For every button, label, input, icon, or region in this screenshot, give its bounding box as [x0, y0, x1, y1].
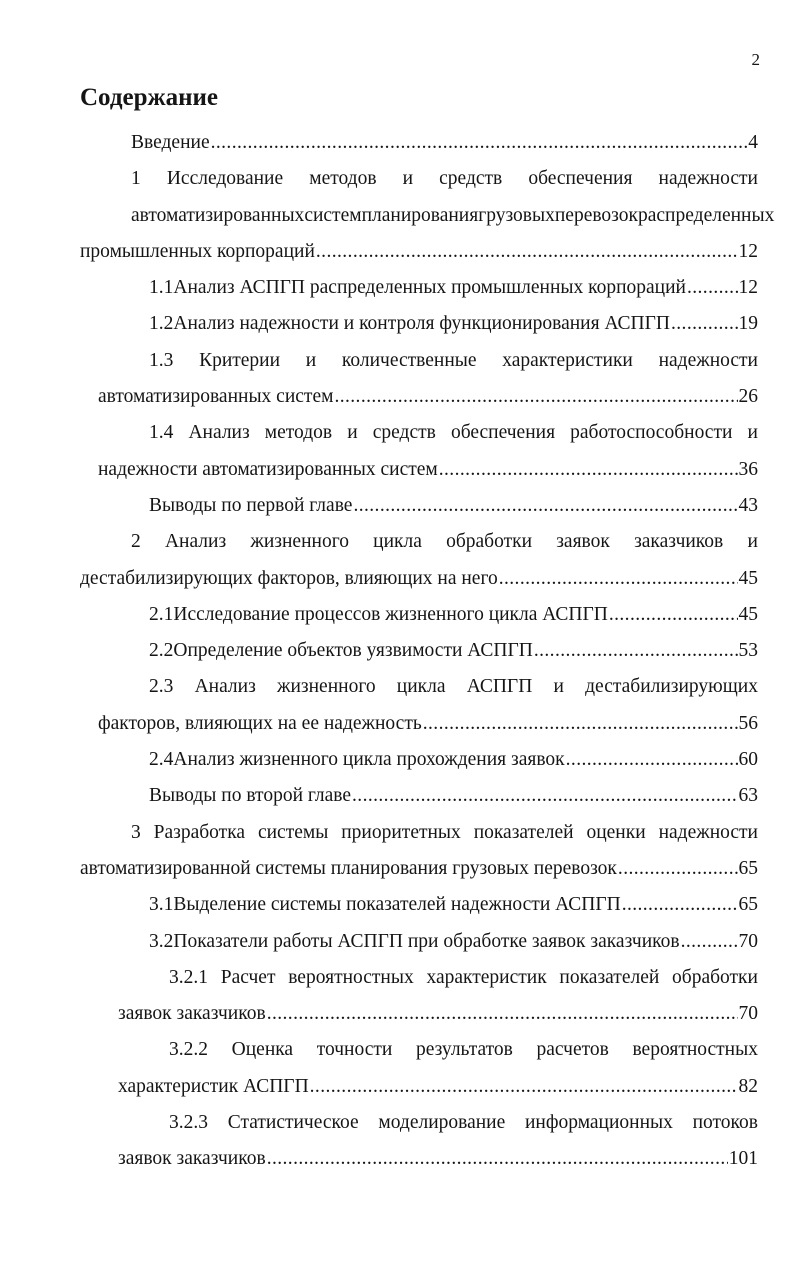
- dot-leader: [334, 379, 737, 415]
- toc-entry-page: 63: [738, 785, 758, 807]
- page-title: Содержание: [80, 84, 219, 111]
- toc-entry-title: Выделение системы показателей надежности АСПГП: [173, 894, 621, 916]
- toc-entry: [0, 815, 798, 888]
- toc-entry-page: 12: [738, 240, 758, 262]
- toc-entry-word: Расчет: [220, 966, 276, 988]
- toc-entry: [0, 306, 798, 342]
- toc-entry-word: распределенных: [638, 204, 775, 226]
- toc-entry-word: систем: [304, 204, 362, 226]
- toc-entry-line: [149, 270, 758, 306]
- toc-entry-word: 1: [131, 168, 141, 190]
- dot-leader: [609, 597, 738, 633]
- toc-entry-line: [131, 161, 758, 197]
- toc-entry-page: 26: [738, 386, 758, 408]
- toc-entry-title: Анализ надежности и контроля функционирования АСПГП: [173, 313, 670, 335]
- toc-entry-word: и: [305, 349, 317, 371]
- toc-entry-word: моделирование: [378, 1112, 506, 1134]
- dot-leader: [622, 887, 738, 923]
- toc-entry-word: дестабилизирующих: [585, 676, 758, 698]
- toc-entry-word: цикла: [396, 676, 446, 698]
- toc-entry: [0, 1105, 798, 1178]
- toc-entry-line: [149, 924, 758, 960]
- toc-entry-word: Критерии: [199, 349, 281, 371]
- toc-entry-page: 65: [738, 894, 758, 916]
- toc-entry-line: [80, 234, 758, 270]
- toc-entry-word: Анализ: [194, 676, 256, 698]
- toc-entry-title: Исследование процессов жизненного цикла АСПГП: [173, 603, 608, 625]
- toc-entry-word: системы: [257, 821, 329, 843]
- toc-entry-word: Исследование: [166, 168, 284, 190]
- toc-entry-line: [149, 488, 758, 524]
- toc-entry-line: [149, 306, 758, 342]
- toc-entry-page: 60: [738, 749, 758, 771]
- toc-entry-word: методов: [264, 422, 333, 444]
- toc-entry: [0, 742, 798, 778]
- toc-entry: [0, 125, 798, 161]
- toc-entry-line: [149, 778, 758, 814]
- toc-entry-word: обеспечения: [528, 168, 633, 190]
- toc-entry-line: [149, 742, 758, 778]
- page-number: 2: [751, 50, 760, 69]
- toc-entry-line: [118, 996, 758, 1032]
- toc-entry-number: 1.1: [149, 277, 174, 299]
- dot-leader: [211, 125, 748, 161]
- dot-leader: [499, 561, 738, 597]
- toc-entry-word: расчетов: [536, 1039, 609, 1061]
- toc-entry-word: надежности: [658, 821, 758, 843]
- toc-entry-title: Введение: [131, 132, 210, 153]
- toc-entry-title: Анализ АСПГП распределенных промышленных корпораций: [173, 277, 686, 299]
- toc-entry-line: [80, 561, 758, 597]
- toc-entry-page: 101: [728, 1148, 758, 1170]
- dot-leader: [534, 633, 738, 669]
- toc-entry-page: 4: [748, 132, 758, 153]
- toc-entry-title: Показатели работы АСПГП при обработке заявок заказчиков: [173, 930, 680, 952]
- toc-entry-word: обеспечения: [450, 422, 556, 444]
- toc-entry-word: заявок: [556, 531, 610, 553]
- toc-entry-word: показателей: [559, 966, 660, 988]
- toc-entry-line: [80, 851, 758, 887]
- dot-leader: [681, 924, 738, 960]
- toc-entry: [0, 633, 798, 669]
- toc-entry-word: Анализ: [188, 422, 250, 444]
- dot-leader: [316, 234, 738, 270]
- dot-leader: [618, 851, 738, 887]
- toc-entry-word: вероятностных: [288, 966, 414, 988]
- toc-entry-word: перевозок: [554, 204, 638, 226]
- toc-entry-word: и: [347, 422, 358, 444]
- toc-entry: [0, 887, 798, 923]
- toc-entry-word: заказчиков: [634, 531, 724, 553]
- toc-entry-word: работоспособности: [570, 422, 733, 444]
- toc-entry-title: заявок заказчиков: [118, 1148, 266, 1170]
- toc-entry-number: 3.2.2: [169, 1039, 208, 1061]
- toc-entry-title: Определение объектов уязвимости АСПГП: [173, 640, 533, 662]
- toc-entry-word: Разработка: [153, 821, 246, 843]
- toc-entry-page: 70: [738, 930, 758, 952]
- toc-entry-word: информационных: [524, 1112, 673, 1134]
- toc-entry-word: 3: [131, 821, 141, 843]
- toc-entry-word: средств: [439, 168, 503, 190]
- toc-entry: [0, 524, 798, 597]
- toc-entry-word: грузовых: [478, 204, 555, 226]
- toc-entry-line: [131, 524, 758, 560]
- dot-leader: [439, 452, 738, 488]
- toc-entry-line: [149, 887, 758, 923]
- toc-entry-page: 70: [738, 1003, 758, 1025]
- toc-entry-word: жизненного: [250, 531, 349, 553]
- toc-entry: [0, 960, 798, 1033]
- dot-leader: [310, 1069, 738, 1105]
- toc-entry-word: обработки: [672, 966, 758, 988]
- toc-entry-word: Оценка: [231, 1039, 294, 1061]
- toc-entry-line: [149, 669, 758, 705]
- toc-entry: [0, 669, 798, 742]
- toc-entry-word: и: [553, 676, 564, 698]
- toc-entry-word: автоматизированных: [131, 204, 305, 226]
- toc-entry-title: дестабилизирующих факторов, влияющих на него: [80, 567, 498, 589]
- toc-entry-line: [169, 1105, 758, 1141]
- toc-entry-word: методов: [309, 168, 377, 190]
- toc-entry-number: 2.1: [149, 603, 174, 625]
- toc-entry: [0, 343, 798, 416]
- toc-entry-line: [98, 706, 758, 742]
- toc-entry-line: [118, 1141, 758, 1177]
- toc-entry-line: [149, 597, 758, 633]
- toc-entry-word: цикла: [373, 531, 422, 553]
- dot-leader: [687, 270, 738, 306]
- toc-entry-word: обработки: [446, 531, 533, 553]
- toc-entry-word: 2: [131, 531, 141, 553]
- toc-entry-number: 3.1: [149, 894, 174, 916]
- toc-entry: [0, 270, 798, 306]
- toc-entry-page: 56: [738, 712, 758, 734]
- toc-entry: [0, 415, 798, 488]
- toc-entry-number: 1.2: [149, 313, 174, 335]
- toc-entry-word: надежности: [658, 349, 758, 371]
- toc-entry-word: и: [747, 531, 758, 553]
- toc-entry-page: 45: [738, 567, 758, 589]
- toc-entry: [0, 778, 798, 814]
- dot-leader: [267, 1141, 728, 1177]
- toc-entry-page: 53: [738, 640, 758, 662]
- toc-entry-word: Статистическое: [227, 1112, 359, 1134]
- toc-entry-page: 65: [738, 857, 758, 879]
- toc-entry-word: вероятностных: [632, 1039, 758, 1061]
- toc-entry-word: средств: [372, 422, 436, 444]
- toc-entry-word: АСПГП: [466, 676, 533, 698]
- toc-entry: [0, 488, 798, 524]
- toc-entry-line: [131, 815, 758, 851]
- toc-entry-line: [149, 343, 758, 379]
- toc-entry-title: автоматизированных систем: [98, 386, 334, 408]
- toc-entry-word: оценки: [586, 821, 646, 843]
- toc-entry-number: 3.2.3: [169, 1112, 208, 1134]
- toc-entry-title: Анализ жизненного цикла прохождения заявок: [173, 749, 565, 771]
- dot-leader: [566, 742, 738, 778]
- toc-entry-word: и: [747, 422, 758, 444]
- dot-leader: [671, 306, 738, 342]
- toc-entry-number: 3.2: [149, 930, 174, 952]
- dot-leader: [352, 778, 737, 814]
- toc-entry-line: [149, 415, 758, 451]
- toc-entry-line: [149, 633, 758, 669]
- toc-entry-page: 36: [738, 458, 758, 480]
- toc-entry-word: и: [402, 168, 414, 190]
- toc-entry: [0, 1032, 798, 1105]
- toc-entry-word: точности: [316, 1039, 393, 1061]
- toc-entry-number: 1.4: [149, 422, 174, 444]
- toc-entry-title: надежности автоматизированных систем: [98, 458, 438, 480]
- dot-leader: [423, 706, 738, 742]
- toc-entry-title: факторов, влияющих на ее надежность: [98, 712, 422, 734]
- toc-entry-number: 1.3: [149, 349, 174, 371]
- toc-entry-page: 19: [738, 313, 758, 335]
- toc-entry-title: заявок заказчиков: [118, 1003, 266, 1025]
- toc-entry-word: приоритетных: [341, 821, 461, 843]
- toc-entry-title: Выводы по второй главе: [149, 785, 352, 807]
- toc-entry-page: 82: [738, 1075, 758, 1097]
- toc-entry-page: 43: [738, 494, 758, 516]
- toc-entry-word: характеристик: [426, 966, 547, 988]
- toc-entry-number: 3.2.1: [169, 966, 208, 988]
- toc-entry: [0, 924, 798, 960]
- toc-entry-line: [169, 1032, 758, 1068]
- toc-entry-word: Анализ: [164, 531, 227, 553]
- toc-entry-title: характеристик АСПГП: [118, 1075, 309, 1097]
- toc-entry-word: жизненного: [277, 676, 376, 698]
- toc-entry-title: автоматизированной системы планирования грузовых перевозок: [80, 857, 617, 879]
- toc-entry-title: промышленных корпораций: [80, 240, 315, 262]
- dot-leader: [353, 488, 737, 524]
- toc-entry-page: 45: [738, 603, 758, 625]
- toc-entry-page: 12: [738, 277, 758, 299]
- toc-entry-line: [131, 125, 758, 161]
- toc-entry-line: [98, 452, 758, 488]
- toc-entry-word: количественные: [341, 349, 477, 371]
- toc-entry-line: [169, 960, 758, 996]
- toc-entry-line: [98, 379, 758, 415]
- toc-entry-number: 2.4: [149, 749, 174, 771]
- toc-entry-title: Выводы по первой главе: [149, 494, 353, 516]
- toc-entry: [0, 597, 798, 633]
- toc-entry-number: 2.2: [149, 640, 174, 662]
- toc-entry-word: потоков: [692, 1112, 758, 1134]
- toc-entry-line: [118, 1069, 758, 1105]
- toc-entry-word: результатов: [415, 1039, 513, 1061]
- table-of-contents: [0, 125, 798, 1178]
- toc-entry-word: планирования: [361, 204, 479, 226]
- toc-entry-word: характеристики: [502, 349, 633, 371]
- toc-entry: [0, 161, 798, 270]
- toc-entry-number: 2.3: [149, 676, 174, 698]
- toc-entry-line: [131, 198, 775, 234]
- toc-entry-word: надежности: [658, 168, 758, 190]
- dot-leader: [267, 996, 738, 1032]
- toc-entry-word: показателей: [473, 821, 574, 843]
